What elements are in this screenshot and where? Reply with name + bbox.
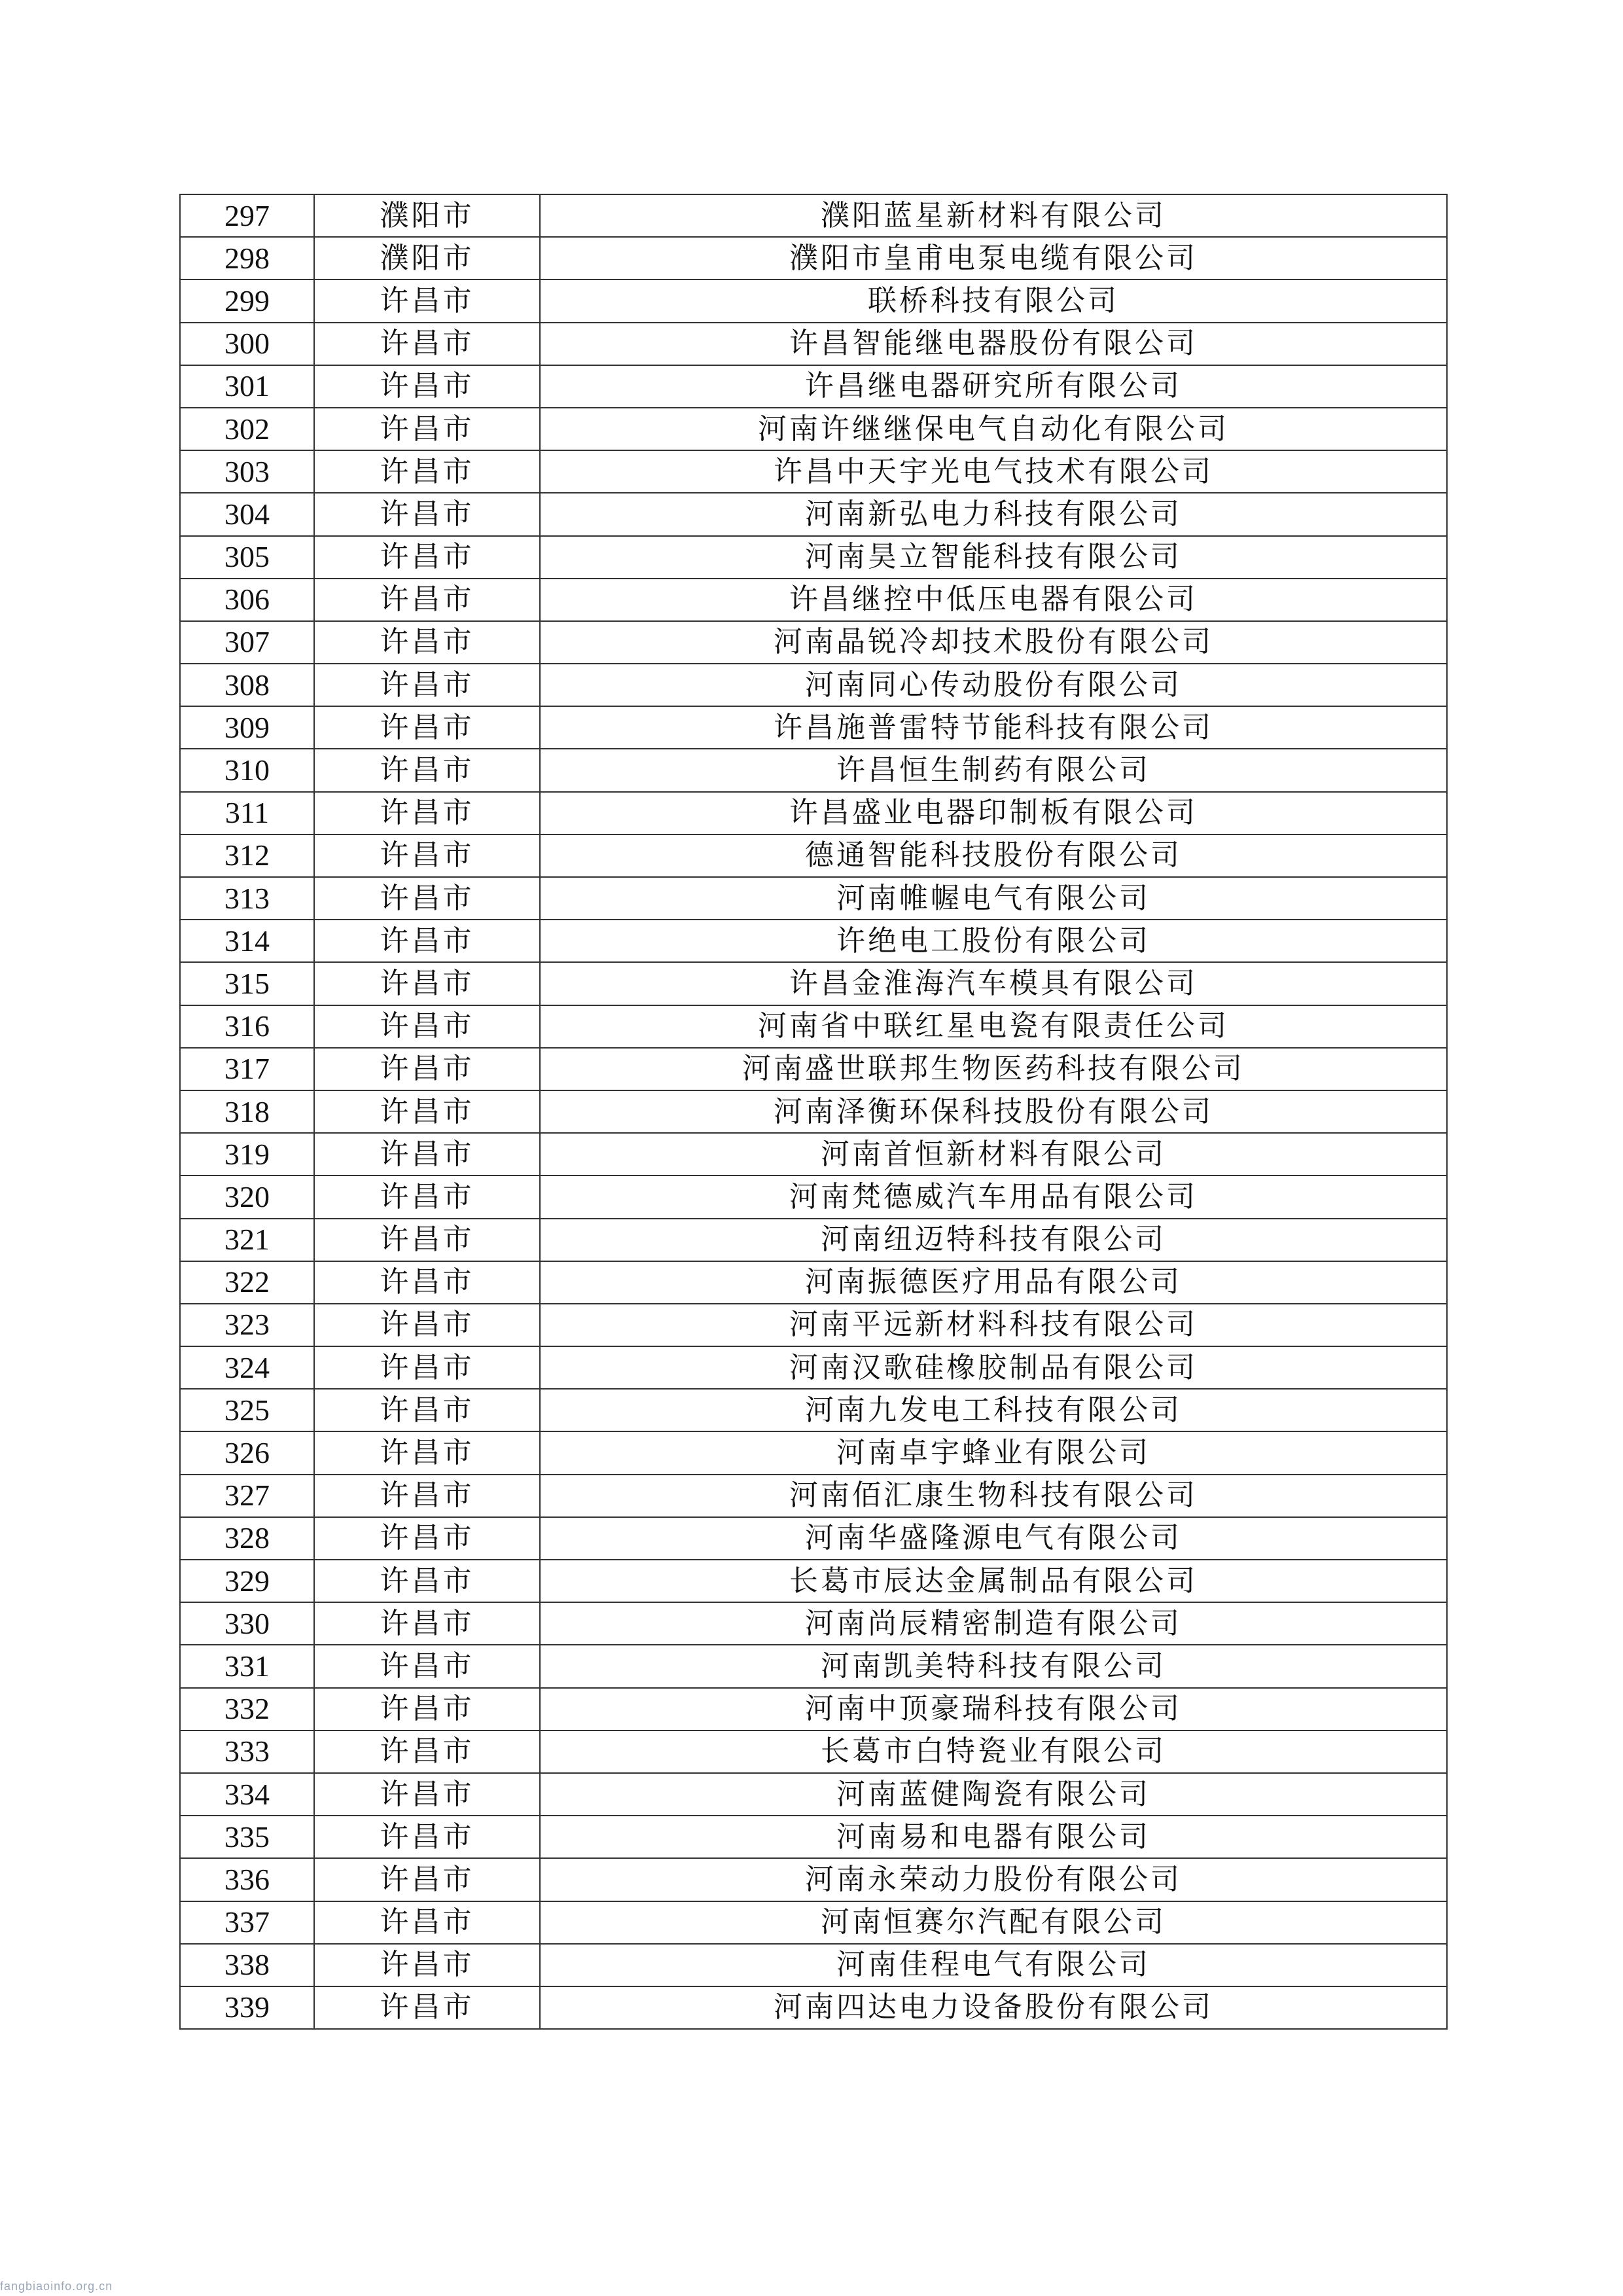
city-cell: 许昌市 [314, 323, 540, 365]
city-cell: 濮阳市 [314, 194, 540, 237]
city-cell: 许昌市 [314, 834, 540, 877]
table-row [180, 1389, 1447, 1431]
row-number-cell: 322 [180, 1261, 314, 1304]
city-cell: 许昌市 [314, 1175, 540, 1218]
company-name-cell: 许昌金淮海汽车模具有限公司 [540, 962, 1447, 1005]
company-name-cell: 河南省中联红星电瓷有限责任公司 [540, 1005, 1447, 1048]
company-name-cell: 河南泽衡环保科技股份有限公司 [540, 1090, 1447, 1133]
table-row [180, 1090, 1447, 1133]
table-row [180, 493, 1447, 535]
table-row [180, 1005, 1447, 1048]
city-cell: 许昌市 [314, 1645, 540, 1687]
company-name-cell: 河南盛世联邦生物医药科技有限公司 [540, 1048, 1447, 1090]
company-name-cell: 许昌智能继电器股份有限公司 [540, 323, 1447, 365]
table-row [180, 1816, 1447, 1858]
table-row [180, 1175, 1447, 1218]
company-name-cell: 河南佳程电气有限公司 [540, 1944, 1447, 1986]
company-name-cell: 河南首恒新材料有限公司 [540, 1133, 1447, 1175]
row-number-cell: 314 [180, 920, 314, 962]
table-row [180, 408, 1447, 450]
table-row [180, 579, 1447, 621]
table-row [180, 1346, 1447, 1389]
company-name-cell: 河南凯美特科技有限公司 [540, 1645, 1447, 1687]
city-cell: 许昌市 [314, 920, 540, 962]
row-number-cell: 338 [180, 1944, 314, 1986]
company-name-cell: 河南梵德威汽车用品有限公司 [540, 1175, 1447, 1218]
row-number-cell: 334 [180, 1773, 314, 1816]
watermark: fangbiaoinfo.org.cn [0, 2280, 113, 2293]
company-name-cell: 河南新弘电力科技有限公司 [540, 493, 1447, 535]
company-name-cell: 许昌施普雷特节能科技有限公司 [540, 706, 1447, 749]
table-row [180, 792, 1447, 834]
row-number-cell: 306 [180, 579, 314, 621]
company-name-cell: 河南帷幄电气有限公司 [540, 877, 1447, 920]
city-cell: 许昌市 [314, 749, 540, 791]
table-row [180, 664, 1447, 706]
company-name-cell: 河南卓宇蜂业有限公司 [540, 1431, 1447, 1474]
row-number-cell: 329 [180, 1560, 314, 1602]
row-number-cell: 330 [180, 1602, 314, 1645]
city-cell: 许昌市 [314, 1944, 540, 1986]
company-name-cell: 河南昊立智能科技有限公司 [540, 536, 1447, 579]
row-number-cell: 308 [180, 664, 314, 706]
table-row [180, 1901, 1447, 1944]
row-number-cell: 310 [180, 749, 314, 791]
row-number-cell: 312 [180, 834, 314, 877]
city-cell: 许昌市 [314, 877, 540, 920]
table-row [180, 237, 1447, 279]
table-row [180, 1219, 1447, 1261]
row-number-cell: 324 [180, 1346, 314, 1389]
row-number-cell: 323 [180, 1304, 314, 1346]
city-cell: 许昌市 [314, 621, 540, 664]
table-row [180, 1688, 1447, 1731]
city-cell: 许昌市 [314, 1005, 540, 1048]
row-number-cell: 319 [180, 1133, 314, 1175]
company-name-cell: 河南尚辰精密制造有限公司 [540, 1602, 1447, 1645]
company-name-cell: 河南平远新材料科技有限公司 [540, 1304, 1447, 1346]
company-name-cell: 许绝电工股份有限公司 [540, 920, 1447, 962]
city-cell: 许昌市 [314, 1602, 540, 1645]
row-number-cell: 333 [180, 1731, 314, 1773]
city-cell: 许昌市 [314, 962, 540, 1005]
company-name-cell: 河南九发电工科技有限公司 [540, 1389, 1447, 1431]
row-number-cell: 331 [180, 1645, 314, 1687]
row-number-cell: 298 [180, 237, 314, 279]
city-cell: 许昌市 [314, 1475, 540, 1517]
table-row [180, 323, 1447, 365]
table-row [180, 621, 1447, 664]
city-cell: 许昌市 [314, 365, 540, 408]
city-cell: 许昌市 [314, 792, 540, 834]
row-number-cell: 313 [180, 877, 314, 920]
row-number-cell: 305 [180, 536, 314, 579]
city-cell: 许昌市 [314, 1304, 540, 1346]
city-cell: 许昌市 [314, 1773, 540, 1816]
company-name-cell: 河南许继继保电气自动化有限公司 [540, 408, 1447, 450]
city-cell: 许昌市 [314, 1133, 540, 1175]
row-number-cell: 315 [180, 962, 314, 1005]
row-number-cell: 300 [180, 323, 314, 365]
city-cell: 许昌市 [314, 408, 540, 450]
city-cell: 许昌市 [314, 1346, 540, 1389]
city-cell: 许昌市 [314, 1858, 540, 1901]
company-name-cell: 河南华盛隆源电气有限公司 [540, 1517, 1447, 1560]
table-body [180, 194, 1447, 2029]
table-row [180, 962, 1447, 1005]
row-number-cell: 337 [180, 1901, 314, 1944]
company-name-cell: 许昌盛业电器印制板有限公司 [540, 792, 1447, 834]
table-row [180, 365, 1447, 408]
city-cell: 许昌市 [314, 1048, 540, 1090]
table-row [180, 749, 1447, 791]
row-number-cell: 307 [180, 621, 314, 664]
row-number-cell: 327 [180, 1475, 314, 1517]
row-number-cell: 316 [180, 1005, 314, 1048]
table-row [180, 1048, 1447, 1090]
table-row [180, 279, 1447, 322]
row-number-cell: 318 [180, 1090, 314, 1133]
company-name-cell: 许昌继控中低压电器有限公司 [540, 579, 1447, 621]
company-name-cell: 河南永荣动力股份有限公司 [540, 1858, 1447, 1901]
city-cell: 许昌市 [314, 1219, 540, 1261]
row-number-cell: 317 [180, 1048, 314, 1090]
city-cell: 许昌市 [314, 1560, 540, 1602]
company-name-cell: 河南佰汇康生物科技有限公司 [540, 1475, 1447, 1517]
row-number-cell: 320 [180, 1175, 314, 1218]
row-number-cell: 301 [180, 365, 314, 408]
table-row [180, 536, 1447, 579]
row-number-cell: 339 [180, 1986, 314, 2029]
row-number-cell: 304 [180, 493, 314, 535]
city-cell: 许昌市 [314, 1431, 540, 1474]
company-name-cell: 濮阳市皇甫电泵电缆有限公司 [540, 237, 1447, 279]
company-name-cell: 长葛市白特瓷业有限公司 [540, 1731, 1447, 1773]
row-number-cell: 328 [180, 1517, 314, 1560]
row-number-cell: 335 [180, 1816, 314, 1858]
row-number-cell: 326 [180, 1431, 314, 1474]
city-cell: 许昌市 [314, 664, 540, 706]
table-row [180, 1944, 1447, 1986]
city-cell: 许昌市 [314, 1731, 540, 1773]
company-list-table [179, 194, 1448, 2030]
table-row [180, 834, 1447, 877]
company-name-cell: 长葛市辰达金属制品有限公司 [540, 1560, 1447, 1602]
company-name-cell: 德通智能科技股份有限公司 [540, 834, 1447, 877]
row-number-cell: 336 [180, 1858, 314, 1901]
table-row [180, 1560, 1447, 1602]
company-name-cell: 联桥科技有限公司 [540, 279, 1447, 322]
row-number-cell: 302 [180, 408, 314, 450]
city-cell: 许昌市 [314, 1901, 540, 1944]
table-row [180, 450, 1447, 493]
city-cell: 许昌市 [314, 579, 540, 621]
company-name-cell: 河南易和电器有限公司 [540, 1816, 1447, 1858]
company-name-cell: 河南汉歌硅橡胶制品有限公司 [540, 1346, 1447, 1389]
city-cell: 许昌市 [314, 1688, 540, 1731]
table-row [180, 920, 1447, 962]
city-cell: 许昌市 [314, 1389, 540, 1431]
company-name-cell: 河南纽迈特科技有限公司 [540, 1219, 1447, 1261]
row-number-cell: 303 [180, 450, 314, 493]
row-number-cell: 321 [180, 1219, 314, 1261]
city-cell: 许昌市 [314, 493, 540, 535]
row-number-cell: 311 [180, 792, 314, 834]
table-row [180, 1133, 1447, 1175]
table-row [180, 1645, 1447, 1687]
company-name-cell: 河南振德医疗用品有限公司 [540, 1261, 1447, 1304]
table-row [180, 1986, 1447, 2029]
city-cell: 许昌市 [314, 536, 540, 579]
company-name-cell: 濮阳蓝星新材料有限公司 [540, 194, 1447, 237]
city-cell: 许昌市 [314, 1090, 540, 1133]
city-cell: 许昌市 [314, 450, 540, 493]
company-name-cell: 河南恒赛尔汽配有限公司 [540, 1901, 1447, 1944]
row-number-cell: 309 [180, 706, 314, 749]
table-row [180, 1475, 1447, 1517]
company-name-cell: 河南蓝健陶瓷有限公司 [540, 1773, 1447, 1816]
table-row [180, 1304, 1447, 1346]
city-cell: 许昌市 [314, 279, 540, 322]
table-row [180, 706, 1447, 749]
table-row [180, 194, 1447, 237]
company-name-cell: 许昌中天宇光电气技术有限公司 [540, 450, 1447, 493]
table-row [180, 1517, 1447, 1560]
row-number-cell: 297 [180, 194, 314, 237]
table-row [180, 1731, 1447, 1773]
table-row [180, 1773, 1447, 1816]
table-row [180, 1431, 1447, 1474]
company-name-cell: 许昌继电器研究所有限公司 [540, 365, 1447, 408]
city-cell: 许昌市 [314, 1816, 540, 1858]
row-number-cell: 299 [180, 279, 314, 322]
company-name-cell: 河南同心传动股份有限公司 [540, 664, 1447, 706]
company-name-cell: 河南晶锐冷却技术股份有限公司 [540, 621, 1447, 664]
table-row [180, 877, 1447, 920]
row-number-cell: 325 [180, 1389, 314, 1431]
city-cell: 许昌市 [314, 1517, 540, 1560]
company-name-cell: 许昌恒生制药有限公司 [540, 749, 1447, 791]
city-cell: 许昌市 [314, 1986, 540, 2029]
table-row [180, 1602, 1447, 1645]
row-number-cell: 332 [180, 1688, 314, 1731]
city-cell: 许昌市 [314, 706, 540, 749]
company-name-cell: 河南四达电力设备股份有限公司 [540, 1986, 1447, 2029]
company-name-cell: 河南中顶豪瑞科技有限公司 [540, 1688, 1447, 1731]
city-cell: 许昌市 [314, 1261, 540, 1304]
table-row [180, 1858, 1447, 1901]
city-cell: 濮阳市 [314, 237, 540, 279]
table-row [180, 1261, 1447, 1304]
